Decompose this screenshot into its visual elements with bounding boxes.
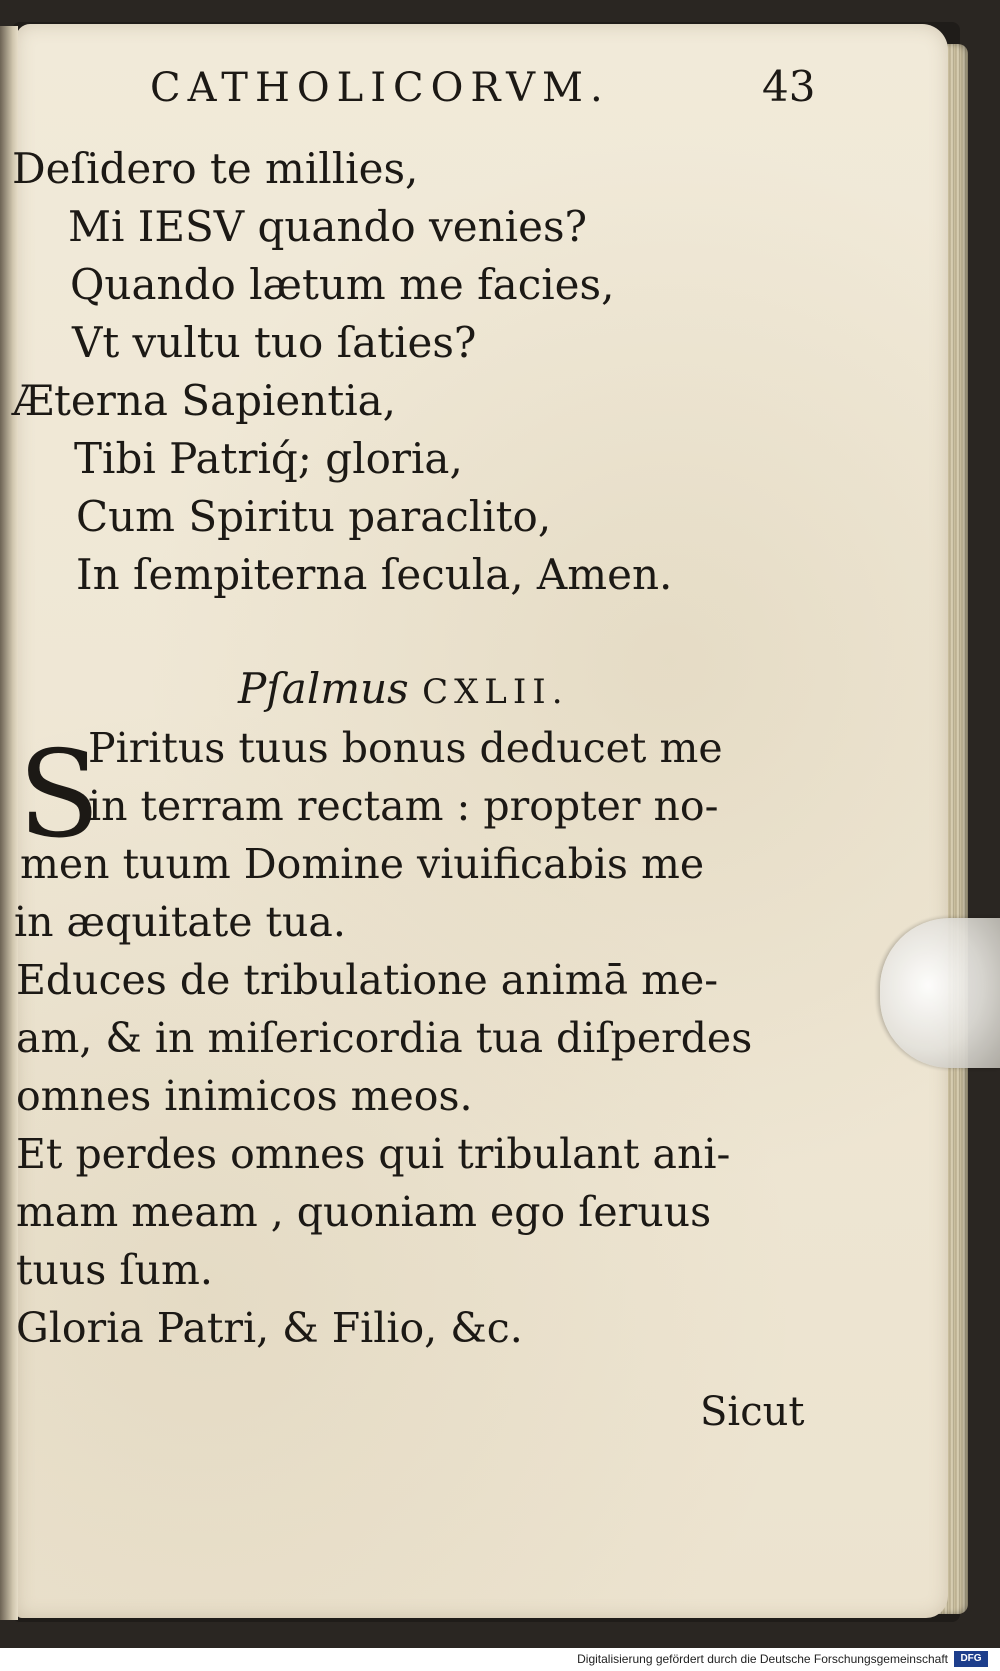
hymn-line: Æterna Sapientia, — [12, 376, 397, 425]
hymn-line: Mi IESV quando venies? — [68, 202, 588, 251]
hymn-line: Cum Spiritu paraclito, — [76, 492, 552, 541]
psalm-line: in terram rectam : propter no- — [88, 782, 719, 830]
psalm-line: Piritus tuus bonus deducet me — [88, 724, 723, 772]
page-clip — [880, 918, 1000, 1068]
psalm-title — [238, 664, 569, 713]
hymn-line: Vt vultu tuo ſaties? — [72, 318, 477, 367]
psalm-title-number: CXLII. — [422, 672, 569, 712]
psalm-line: tuus ſum. — [16, 1246, 213, 1294]
hymn-line: In ſempiterna ſecula, Amen. — [76, 550, 673, 599]
hymn-line: Quando lætum me facies, — [70, 260, 615, 309]
credit-bar — [0, 1648, 1000, 1671]
psalm-title-word: Pſalmus — [238, 664, 409, 713]
psalm-line: omnes inimicos meos. — [16, 1072, 473, 1120]
catchword: Sicut — [700, 1389, 805, 1435]
credit-text: Digitalisierung gefördert durch die Deutsche Forschungsgemeinschaft — [577, 1652, 948, 1666]
psalm-line: in æquitate tua. — [14, 898, 346, 946]
psalm-line: Educes de tribulatione animā me- — [16, 956, 719, 1004]
drop-cap: S — [18, 726, 101, 865]
psalm-line: men tuum Domine viuificabis me — [20, 840, 705, 888]
hymn-line: Tibi Patriq́; gloria, — [74, 434, 463, 483]
psalm-line: am, & in miſericordia tua diſperdes — [16, 1014, 753, 1062]
page-number: 43 — [762, 62, 816, 111]
dfg-logo: DFG — [954, 1651, 988, 1667]
binding-gutter — [0, 26, 18, 1620]
psalm-line: mam meam , quoniam ego ſeruus — [16, 1188, 712, 1236]
psalm-line: Et perdes omnes qui tribulant ani- — [16, 1130, 731, 1178]
hymn-line: Deſidero te millies, — [12, 144, 419, 193]
psalm-line: Gloria Patri, & Filio, &c. — [16, 1304, 523, 1352]
running-header: CATHOLICORVM. — [150, 65, 610, 111]
